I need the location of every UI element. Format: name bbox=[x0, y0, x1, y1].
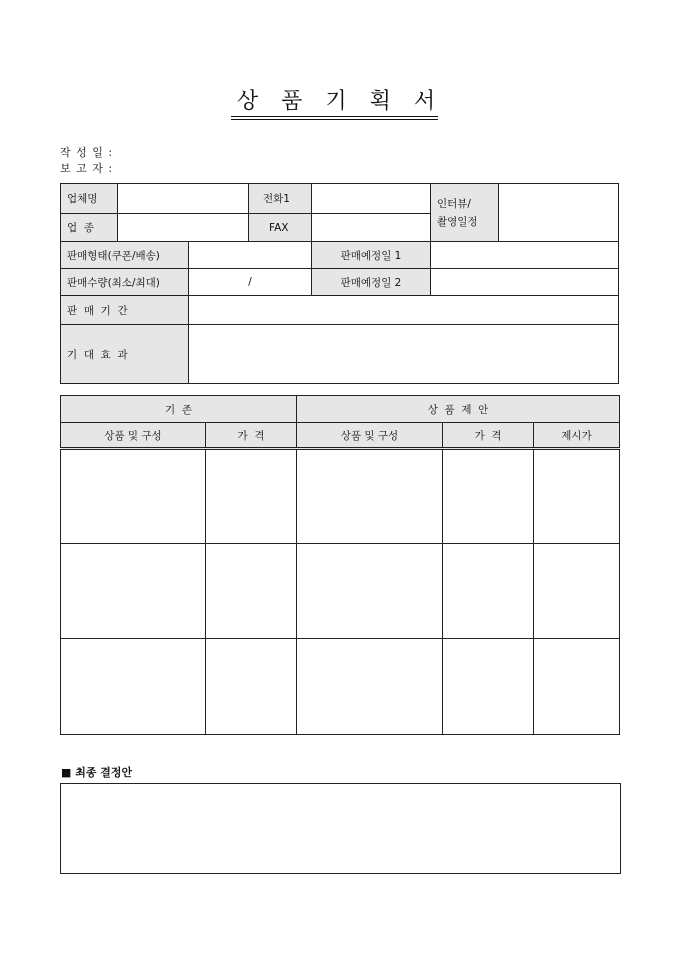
existing-price-cell[interactable] bbox=[206, 449, 297, 544]
company-label: 업체명 bbox=[61, 184, 118, 214]
proposal-price-cell[interactable] bbox=[443, 639, 534, 735]
expected-effect-field[interactable] bbox=[189, 325, 619, 384]
offer-price-cell[interactable] bbox=[534, 639, 620, 735]
product-table bbox=[60, 395, 620, 735]
table-row bbox=[61, 544, 620, 639]
proposal-product-cell[interactable] bbox=[297, 639, 443, 735]
existing-product-cell[interactable] bbox=[61, 544, 206, 639]
sale-date2-field[interactable] bbox=[431, 269, 619, 296]
title-underline-1 bbox=[231, 116, 438, 117]
existing-product-cell[interactable] bbox=[61, 449, 206, 544]
offer-price-cell[interactable] bbox=[534, 544, 620, 639]
interview-label-line2: 촬영일정 bbox=[437, 215, 478, 228]
sale-date1-label: 판매예정일 1 bbox=[312, 242, 431, 269]
phone-field[interactable] bbox=[312, 184, 431, 214]
info-table bbox=[60, 183, 619, 384]
sale-date2-label: 판매예정일 2 bbox=[312, 269, 431, 296]
interview-label bbox=[431, 184, 499, 242]
sale-period-field[interactable] bbox=[189, 296, 619, 325]
col-product-proposal: 상품 및 구성 bbox=[297, 423, 443, 449]
fax-field[interactable] bbox=[312, 214, 431, 242]
fax-label: FAX bbox=[249, 214, 312, 242]
col-price-proposal: 가 격 bbox=[443, 423, 534, 449]
reporter-label: 보 고 자 : bbox=[60, 162, 114, 175]
industry-label: 업 종 bbox=[61, 214, 118, 242]
proposal-price-cell[interactable] bbox=[443, 544, 534, 639]
proposal-price-cell[interactable] bbox=[443, 449, 534, 544]
sale-type-field[interactable] bbox=[189, 242, 312, 269]
sale-period-label: 판 매 기 간 bbox=[61, 296, 189, 325]
sale-date1-field[interactable] bbox=[431, 242, 619, 269]
phone-label: 전화1 bbox=[249, 184, 312, 214]
author-date-label: 작 성 일 : bbox=[60, 146, 114, 159]
interview-label-line1: 인터뷰/ bbox=[437, 197, 471, 210]
company-field[interactable] bbox=[118, 184, 249, 214]
table-row bbox=[61, 449, 620, 544]
document-title: 상 품 기 획 서 bbox=[236, 89, 444, 114]
offer-price-cell[interactable] bbox=[534, 449, 620, 544]
interview-field[interactable] bbox=[499, 184, 619, 242]
col-offer-price: 제시가 bbox=[534, 423, 620, 449]
col-price-existing: 가 격 bbox=[206, 423, 297, 449]
existing-price-cell[interactable] bbox=[206, 544, 297, 639]
final-decision-title: ■ 최종 결정안 bbox=[61, 766, 133, 779]
industry-field[interactable] bbox=[118, 214, 249, 242]
sale-qty-field[interactable]: / bbox=[189, 269, 312, 296]
existing-header: 기 존 bbox=[61, 396, 297, 423]
table-row bbox=[61, 639, 620, 735]
existing-product-cell[interactable] bbox=[61, 639, 206, 735]
final-decision-box[interactable] bbox=[60, 783, 621, 874]
col-product-existing: 상품 및 구성 bbox=[61, 423, 206, 449]
proposal-product-cell[interactable] bbox=[297, 449, 443, 544]
proposal-product-cell[interactable] bbox=[297, 544, 443, 639]
sale-qty-label: 판매수량(최소/최대) bbox=[61, 269, 189, 296]
expected-effect-label: 기 대 효 과 bbox=[61, 325, 189, 384]
existing-price-cell[interactable] bbox=[206, 639, 297, 735]
proposal-header: 상 품 제 안 bbox=[297, 396, 620, 423]
sale-type-label: 판매형태(쿠폰/배송) bbox=[61, 242, 189, 269]
title-underline-2 bbox=[231, 119, 438, 120]
